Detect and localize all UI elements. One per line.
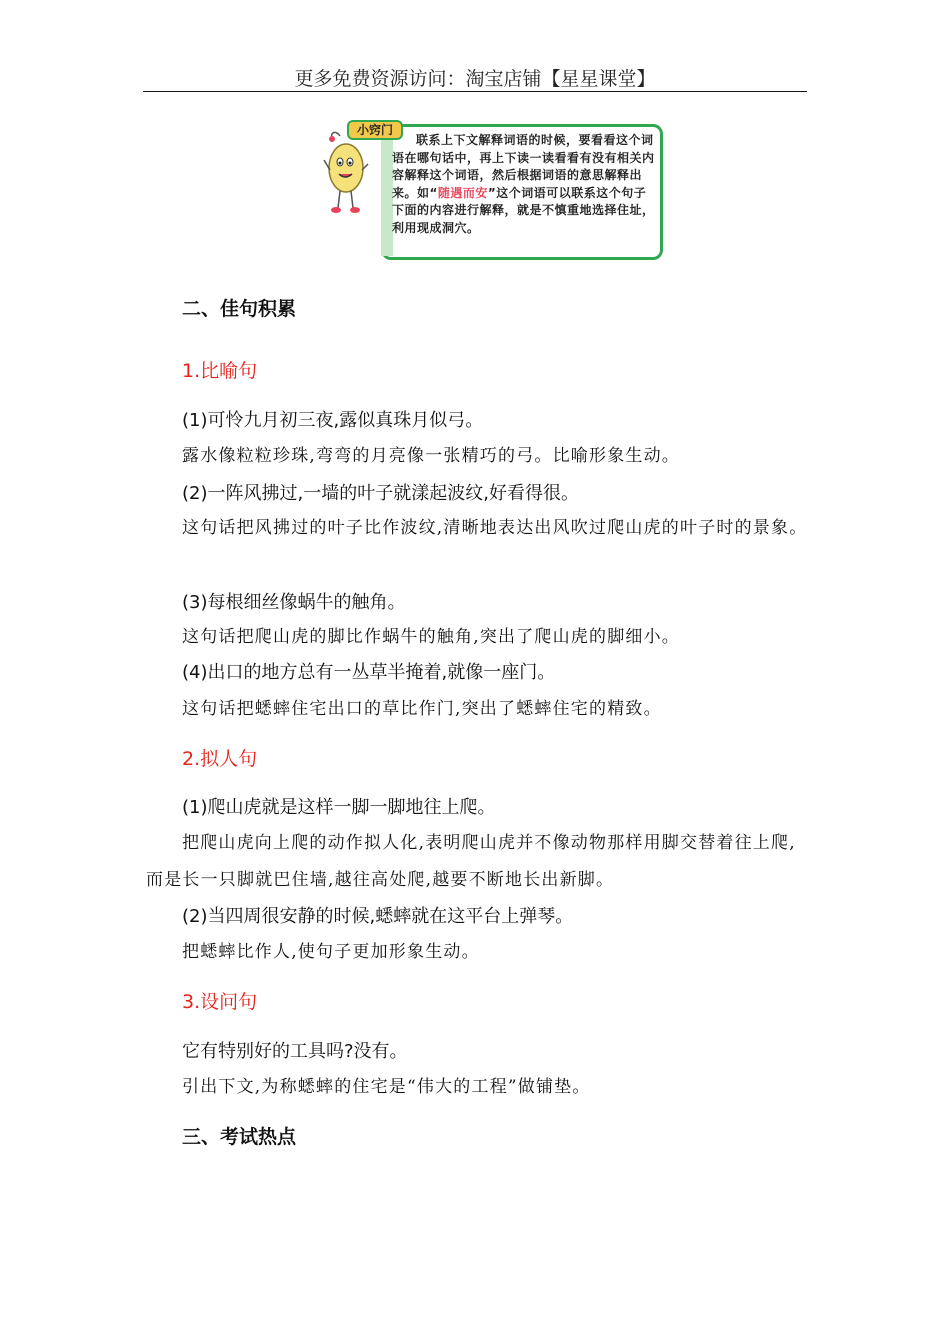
simile-sentence-2: (2)一阵风拂过,一墙的叶子就漾起波纹,好看得很。 [182,483,579,504]
header-rule [143,91,807,92]
simile-explanation-4: 这句话把蟋蟀住宅出口的草比作门,突出了蟋蟀住宅的精致。 [182,699,662,719]
simile-explanation-2: 这句话把风拂过的叶子比作波纹,清晰地表达出风吹过爬山虎的叶子时的景象。 [182,518,808,538]
personification-explanation-2: 把蟋蟀比作人,使句子更加形象生动。 [182,942,480,962]
simile-heading: 1.比喻句 [182,360,258,382]
rhetorical-question-explanation-1: 引出下文,为称蟋蟀的住宅是“伟大的工程”做铺垫。 [182,1077,591,1097]
section2-title: 二、佳句积累 [182,298,297,320]
rhetorical-question-sentence-1: 它有特别好的工具吗?没有。 [182,1041,408,1062]
simile-explanation-1: 露水像粒粒珍珠,弯弯的月亮像一张精巧的弓。比喻形象生动。 [182,446,681,466]
tip-tab-label: 小窍门 [347,120,403,140]
personification-explanation-1: 把爬山虎向上爬的动作拟人化,表明爬山虎并不像动物那样用脚交替着往上爬,而是长一只脚就巴住墙,越往高处爬,越要不断地长出新脚。 [146,833,796,890]
simile-explanation-3: 这句话把爬山虎的脚比作蜗牛的触角,突出了爬山虎的脚细小。 [182,627,681,647]
lemon-mascot-icon [322,130,370,216]
personification-sentence-2: (2)当四周很安静的时候,蟋蟀就在这平台上弹琴。 [182,906,574,927]
tip-text-before: 联系上下文解释词语的时候，要看看这个词语在哪句话中，再上下读一读看看有没有相关内容解释这个词语，然后根据词语的意思解释出来。如“ [392,133,655,200]
personification-heading: 2.拟人句 [182,748,258,770]
tip-text-after: ”这个词语可以联系这个句子下面的内容进行解释，就是不慎重地选择住址，利用现成洞穴。 [392,185,655,235]
simile-sentence-3: (3)每根细丝像蜗牛的触角。 [182,592,406,613]
section3-title: 三、考试热点 [182,1126,297,1148]
tip-text [392,132,656,237]
simile-sentence-4: (4)出口的地方总有一丛草半掩着,就像一座门。 [182,662,556,683]
page-header: 更多免费资源访问：淘宝店铺【星星课堂】 [294,68,656,90]
tip-highlight-term: 随遇而安 [437,185,488,200]
simile-sentence-1: (1)可怜九月初三夜,露似真珠月似弓。 [182,410,484,431]
rhetorical-question-heading: 3.设问句 [182,991,258,1013]
personification-sentence-1: (1)爬山虎就是这样一脚一脚地往上爬。 [182,797,496,818]
